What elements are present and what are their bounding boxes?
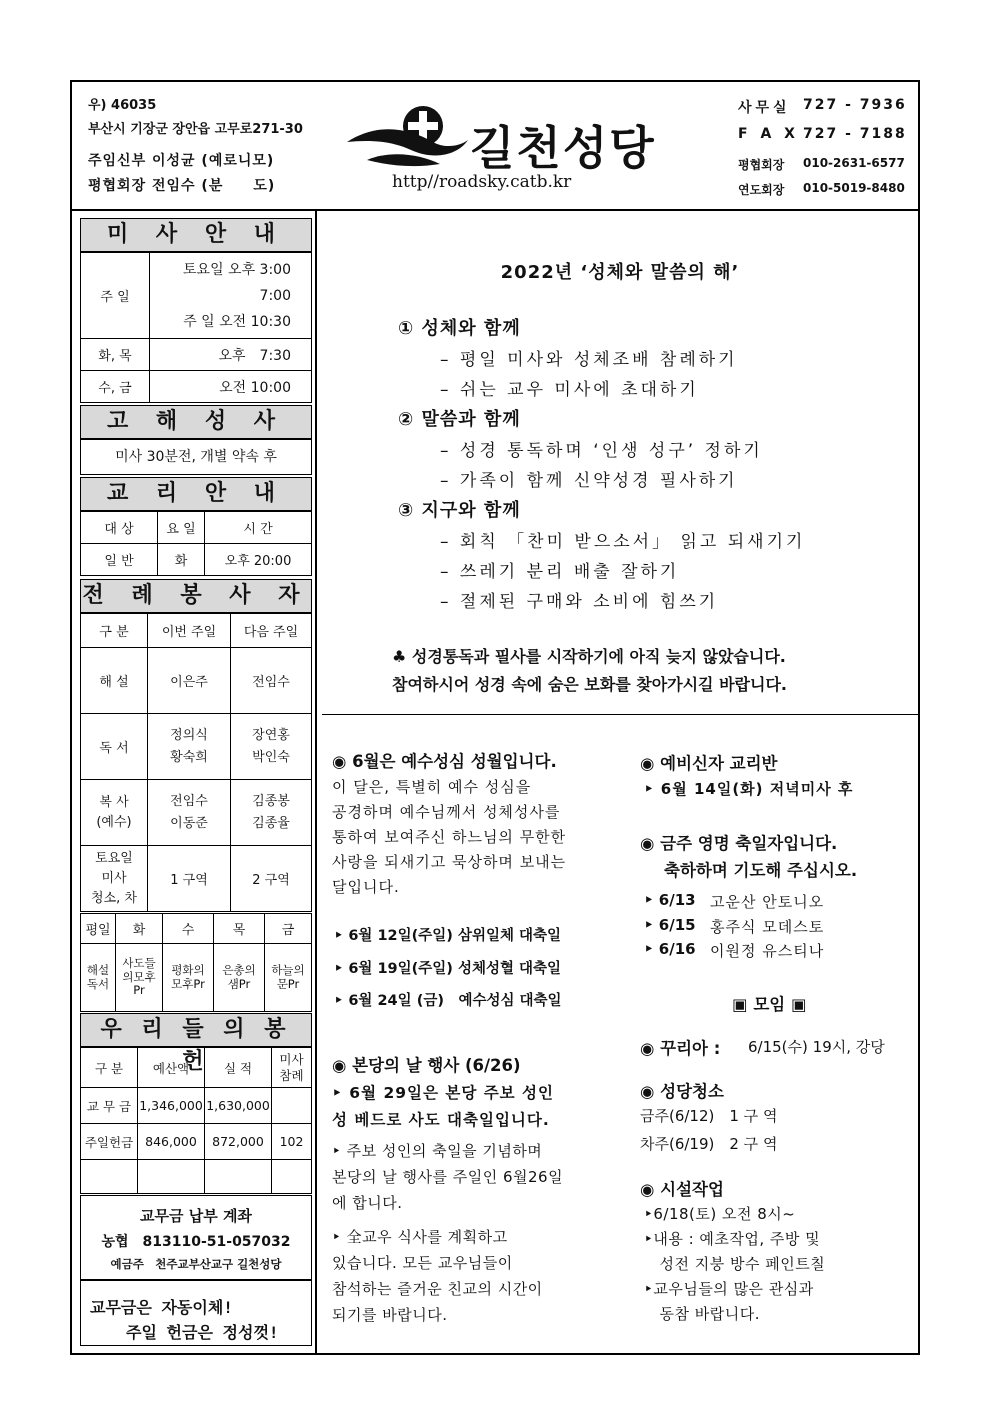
servers-next-2: 장연홍 박인숙 xyxy=(231,714,312,780)
facility-line-1: ‣6/18(토) 오전 8시~ xyxy=(644,1205,796,1223)
name-1: 고운산 안토니오 xyxy=(710,893,825,911)
feast-bold-line-1: ‣ 6월 29일은 본당 주보 성인 xyxy=(332,1084,555,1102)
tue-thu-label: 화, 목 xyxy=(81,339,150,371)
june-title: ◉ 6월은 예수성심 성월입니다. xyxy=(332,752,557,771)
servers-role-4: 토요일 미사 청소, 차 xyxy=(81,846,148,912)
parish-logo xyxy=(345,96,470,181)
cleaning-line-2: 차주(6/19) 2 구 역 xyxy=(640,1135,778,1153)
theme-point-1-item-2: – 쉬는 교우 미사에 초대하기 xyxy=(440,380,699,400)
catechism-h-time: 시 간 xyxy=(205,512,312,544)
servers-next-3: 김종봉 김종율 xyxy=(231,780,312,846)
theme-point-3-item-2: – 쓰레기 분리 배출 잘하기 xyxy=(440,562,680,582)
sunday-label: 주 일 xyxy=(81,253,150,339)
june-body-line-3: 통하여 보여주신 하느님의 무한한 xyxy=(332,828,567,846)
theme-point-2: ② 말씀과 함께 xyxy=(398,409,521,430)
june-event-2: ‣ 6월 19일(주일) 성체성혈 대축일 xyxy=(334,961,562,977)
curia-text: 6/15(수) 19시, 강당 xyxy=(748,1038,885,1056)
column-divider xyxy=(315,210,317,1355)
catechism-h-day: 요 일 xyxy=(158,512,205,544)
fax-number: 727 - 7188 xyxy=(803,126,907,142)
offering-r1-2: 1,630,000 xyxy=(205,1088,272,1124)
theme-point-1: ① 성체와 함께 xyxy=(398,318,521,339)
office-number: 727 - 7936 xyxy=(803,97,907,113)
june-body-line-1: 이 달은, 특별히 예수 성심을 xyxy=(332,778,532,796)
servers-this-1: 이은주 xyxy=(148,648,231,714)
catechumen-text: ‣ 6월 14일(화) 저녁미사 후 xyxy=(644,780,854,798)
feast-body xyxy=(332,1138,563,1328)
june-event-3: ‣ 6월 24일 (금) 예수성심 대축일 xyxy=(334,993,562,1009)
parish-url[interactable]: http//roadsky.catb.kr xyxy=(392,172,572,192)
theme-note-2: 참여하시어 성경 속에 숨은 보화를 찾아가시길 바랍니다. xyxy=(392,675,787,694)
offering-h-0: 구 분 xyxy=(81,1048,138,1088)
sunday-time-2: 7:00 xyxy=(259,287,291,304)
servers-title: 전 례 봉 사 자 xyxy=(80,579,312,613)
theme-point-3: ③ 지구와 함께 xyxy=(398,500,521,521)
offering-h-2: 실 적 xyxy=(205,1048,272,1088)
regional-phone-label: 연도회장 xyxy=(738,183,785,197)
servers-h-role: 구 분 xyxy=(81,614,148,648)
slogan-2: 주일 헌금은 정성껏! xyxy=(126,1323,279,1342)
sunday-time-1: 토요일 오후 3:00 xyxy=(183,261,291,278)
theme-point-2-item-1: – 성경 통독하며 ‘인생 성구’ 정하기 xyxy=(440,441,763,461)
account-holder: 예금주 천주교부산교구 길천성당 xyxy=(110,1257,282,1271)
theme-point-2-item-2: – 가족이 함께 신약성경 필사하기 xyxy=(440,471,738,491)
feast-body-line-3: 에 합니다. xyxy=(332,1194,403,1212)
account-title: 교무금 납부 계좌 xyxy=(140,1207,252,1225)
servers-role-2: 독 서 xyxy=(81,714,148,780)
feast-bold-line-2: 성 베드로 사도 대축일입니다. xyxy=(332,1111,550,1129)
feast-body-line-2: 본당의 날 행사를 주일인 6월26일 xyxy=(332,1168,564,1186)
council-phone: 010-2631-6577 xyxy=(803,156,905,170)
theme-point-3-item-1: – 회칙 「찬미 받으소서」 읽고 되새기기 xyxy=(440,532,806,552)
theme-note-1: ♣ 성경통독과 필사를 시작하기에 아직 늦지 않았습니다. xyxy=(392,647,786,666)
cleaning-title: ◉ 성당청소 xyxy=(640,1082,724,1101)
weekday-h-3: 목 xyxy=(214,914,265,944)
offering-empty-1 xyxy=(138,1160,205,1194)
confession-text: 미사 30분전, 개별 약속 후 xyxy=(80,439,312,475)
council-head: 평협회장 전임수 (분 도) xyxy=(88,178,276,194)
feast-bold xyxy=(332,1080,554,1134)
names-title-1: ◉ 금주 영명 축일자입니다. xyxy=(640,834,838,853)
offering-empty-0 xyxy=(81,1160,138,1194)
mass-table xyxy=(80,252,312,403)
facility-line-3: 성전 지붕 방수 페인트칠 xyxy=(644,1255,826,1273)
weekday-v-3: 은총의 샘Pr xyxy=(214,944,265,1012)
weekday-v-0: 해설 독서 xyxy=(81,944,116,1012)
servers-this-3: 전임수 이동준 xyxy=(148,780,231,846)
servers-this-4: 1 구역 xyxy=(148,846,231,912)
servers-h-this: 이번 주일 xyxy=(148,614,231,648)
confession-title: 고 해 성 사 xyxy=(80,405,312,439)
fax-label: F A X xyxy=(738,126,799,142)
june-event-1: ‣ 6월 12일(주일) 삼위일체 대축일 xyxy=(334,928,562,944)
june-body-line-4: 사랑을 되새기고 묵상하며 보내는 xyxy=(332,853,567,871)
servers-this-2: 정의식 황숙희 xyxy=(148,714,231,780)
facility-line-2: ‣내용 : 예초작업, 주방 및 xyxy=(644,1230,821,1248)
servers-next-1: 전임수 xyxy=(231,648,312,714)
weekday-v-2: 평화의 모후Pr xyxy=(163,944,214,1012)
catechism-time: 오후 20:00 xyxy=(205,544,312,576)
servers-role-1: 해 설 xyxy=(81,648,148,714)
offering-r1-1: 1,346,000 xyxy=(138,1088,205,1124)
cleaning-line-1: 금주(6/12) 1 구 역 xyxy=(640,1107,778,1125)
weekday-h-0: 평일 xyxy=(81,914,116,944)
offering-r2-1: 846,000 xyxy=(138,1124,205,1160)
council-phone-label: 평협회장 xyxy=(738,158,785,172)
servers-table xyxy=(80,613,312,912)
theme-point-1-item-1: – 평일 미사와 성체조배 참례하기 xyxy=(440,350,738,370)
parish-name: 길천성당 xyxy=(470,121,656,175)
weekday-servers-table xyxy=(80,913,312,1012)
meetings-title: ▣ 모임 ▣ xyxy=(732,995,807,1014)
facility-body xyxy=(644,1202,825,1327)
postal-code: 우) 46035 xyxy=(88,98,157,113)
servers-h-next: 다음 주일 xyxy=(231,614,312,648)
weekday-v-1: 사도들 의모후 Pr xyxy=(116,944,163,1012)
offering-h-1: 예산액 xyxy=(138,1048,205,1088)
catechism-target: 일 반 xyxy=(81,544,158,576)
name-2: 홍주식 모데스토 xyxy=(710,918,825,936)
wed-fri-time: 오전 10:00 xyxy=(150,371,312,403)
offering-r1-0: 교 무 금 xyxy=(81,1088,138,1124)
facility-line-4: ‣교우님들의 많은 관심과 xyxy=(644,1280,814,1298)
feast-body-line-7: 되기를 바랍니다. xyxy=(332,1306,448,1324)
name-date-3: ‣ 6/16 xyxy=(644,940,696,958)
address: 부산시 기장군 장안읍 고무로271-30 xyxy=(88,122,303,137)
weekday-h-1: 화 xyxy=(116,914,163,944)
name-date-1: ‣ 6/13 xyxy=(644,891,696,909)
theme-point-3-item-3: – 절제된 구매와 소비에 힘쓰기 xyxy=(440,592,719,612)
feast-body-line-1: ‣ 주보 성인의 축일을 기념하며 xyxy=(332,1142,543,1160)
offering-empty-2 xyxy=(205,1160,272,1194)
slogan-1: 교무금은 자동이체! xyxy=(90,1298,233,1317)
catechism-table xyxy=(80,511,312,576)
feast-body-line-4: ‣ 全교우 식사를 계획하고 xyxy=(332,1228,508,1246)
wed-fri-label: 수, 금 xyxy=(81,371,150,403)
feast-title: ◉ 본당의 날 행사 (6/26) xyxy=(332,1056,521,1075)
curia-label: ◉ 꾸리아 : xyxy=(640,1039,721,1058)
name-3: 이원정 유스티나 xyxy=(710,942,825,960)
pastor: 주임신부 이성균 (예로니모) xyxy=(88,153,275,169)
offering-table xyxy=(80,1047,312,1194)
mass-title: 미 사 안 내 xyxy=(80,218,312,252)
servers-role-3: 복 사 (예수) xyxy=(81,780,148,846)
theme-title: 2022년 ‘성체와 말씀의 해’ xyxy=(500,262,740,283)
weekday-h-4: 금 xyxy=(265,914,312,944)
servers-next-4: 2 구역 xyxy=(231,846,312,912)
feast-body-line-5: 있습니다. 모든 교우님들이 xyxy=(332,1254,513,1272)
feast-body-line-6: 참석하는 즐거운 친교의 시간이 xyxy=(332,1280,543,1298)
catechumen-title: ◉ 예비신자 교리반 xyxy=(640,754,778,773)
catechism-title: 교 리 안 내 xyxy=(80,477,312,511)
offering-empty-3 xyxy=(272,1160,312,1194)
office-label: 사무실 xyxy=(738,100,791,116)
offering-r2-2: 872,000 xyxy=(205,1124,272,1160)
weekday-v-4: 하늘의 문Pr xyxy=(265,944,312,1012)
regional-phone: 010-5019-8480 xyxy=(803,181,905,195)
offering-r2-0: 주일헌금 xyxy=(81,1124,138,1160)
offering-r1-3 xyxy=(272,1088,312,1124)
sunday-time-3: 주 일 오전 10:30 xyxy=(183,313,291,330)
june-body-line-5: 달입니다. xyxy=(332,878,400,896)
offering-r2-3: 102 xyxy=(272,1124,312,1160)
facility-line-5: 동참 바랍니다. xyxy=(644,1305,760,1323)
offering-h-3: 미사 참례 xyxy=(272,1048,312,1088)
weekday-h-2: 수 xyxy=(163,914,214,944)
june-body xyxy=(332,775,622,900)
tue-thu-time: 오후 7:30 xyxy=(150,339,312,371)
header-divider xyxy=(70,209,920,211)
account-number: 농협 813110-51-057032 xyxy=(101,1234,291,1250)
catechism-day: 화 xyxy=(158,544,205,576)
catechism-h-target: 대 상 xyxy=(81,512,158,544)
june-body-line-2: 공경하며 예수님께서 성체성사를 xyxy=(332,803,561,821)
name-date-2: ‣ 6/15 xyxy=(644,916,696,934)
names-title-2: 축하하며 기도해 주십시오. xyxy=(664,861,858,880)
facility-title: ◉ 시설작업 xyxy=(640,1180,724,1199)
offering-title: 우 리 들 의 봉 헌 xyxy=(80,1013,312,1047)
